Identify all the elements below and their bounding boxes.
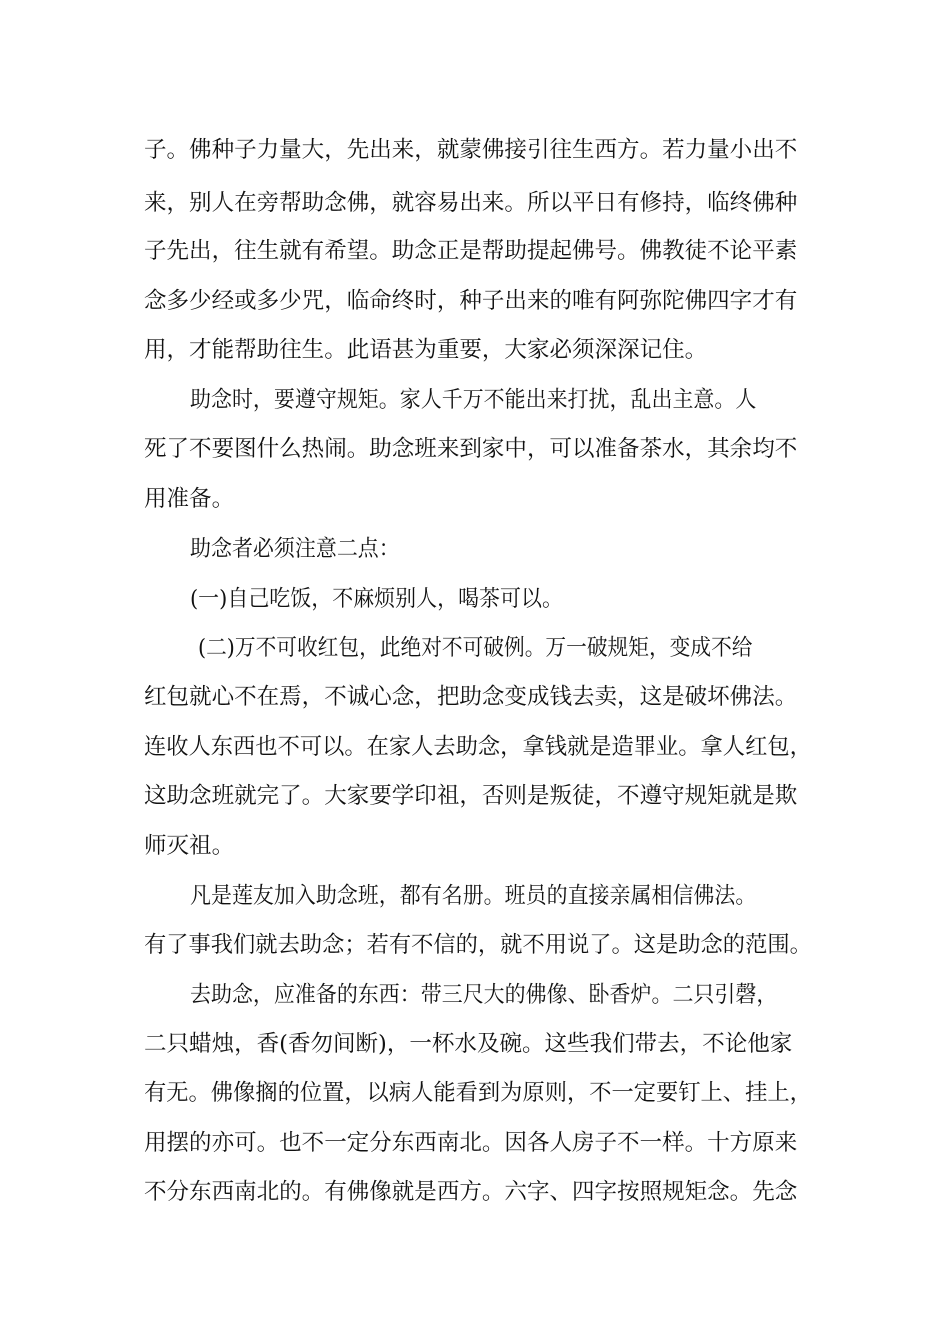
text-line: 师灭祖。 [144, 833, 235, 859]
text-line: 来，别人在旁帮助念佛，就容易出来。所以平日有修持，临终佛种 [144, 190, 798, 216]
text-line: 二只蜡烛，香(香勿间断)，一杯水及碗。这些我们带去，不论他家 [144, 1031, 793, 1057]
text-line: 有了事我们就去助念；若有不信的，就不用说了。这是助念的范围。 [144, 932, 812, 958]
text-line: 有无。佛像搁的位置，以病人能看到为原则，不一定要钉上、挂上， [144, 1080, 812, 1106]
text-line: (二)万不可收红包，此绝对不可破例。万一破规矩，变成不给 [198, 635, 753, 661]
text-line: 念多少经或多少咒，临命终时，种子出来的唯有阿弥陀佛四字才有 [144, 288, 798, 314]
text-line: 助念者必须注意二点： [190, 536, 400, 562]
text-line: 用准备。 [144, 486, 235, 512]
text-line: 死了不要图什么热闹。助念班来到家中，可以准备茶水，其余均不 [144, 436, 798, 462]
text-line: (一)自己吃饭，不麻烦别人，喝茶可以。 [190, 586, 563, 612]
text-line: 凡是莲友加入助念班，都有名册。班员的直接亲属相信佛法。 [190, 883, 757, 909]
text-line: 连收人东西也不可以。在家人去助念，拿钱就是造罪业。拿人红包， [144, 734, 812, 760]
text-line: 去助念，应准备的东西：带三尺大的佛像、卧香炉。二只引磬， [190, 982, 778, 1008]
text-line: 不分东西南北的。有佛像就是西方。六字、四字按照规矩念。先念 [144, 1179, 798, 1205]
text-line: 子。佛种子力量大，先出来，就蒙佛接引往生西方。若力量小出不 [144, 137, 798, 163]
text-line: 子先出，往生就有希望。助念正是帮助提起佛号。佛教徒不论平素 [144, 238, 798, 264]
text-line: 这助念班就完了。大家要学印祖，否则是叛徒，不遵守规矩就是欺 [144, 783, 798, 809]
text-line: 用摆的亦可。也不一定分东西南北。因各人房子不一样。十方原来 [144, 1130, 798, 1156]
text-line: 助念时，要遵守规矩。家人千万不能出来打扰，乱出主意。人 [190, 387, 757, 413]
text-line: 红包就心不在焉，不诚心念，把助念变成钱去卖，这是破坏佛法。 [144, 684, 798, 710]
text-line: 用，才能帮助往生。此语甚为重要，大家必须深深记住。 [144, 337, 708, 363]
